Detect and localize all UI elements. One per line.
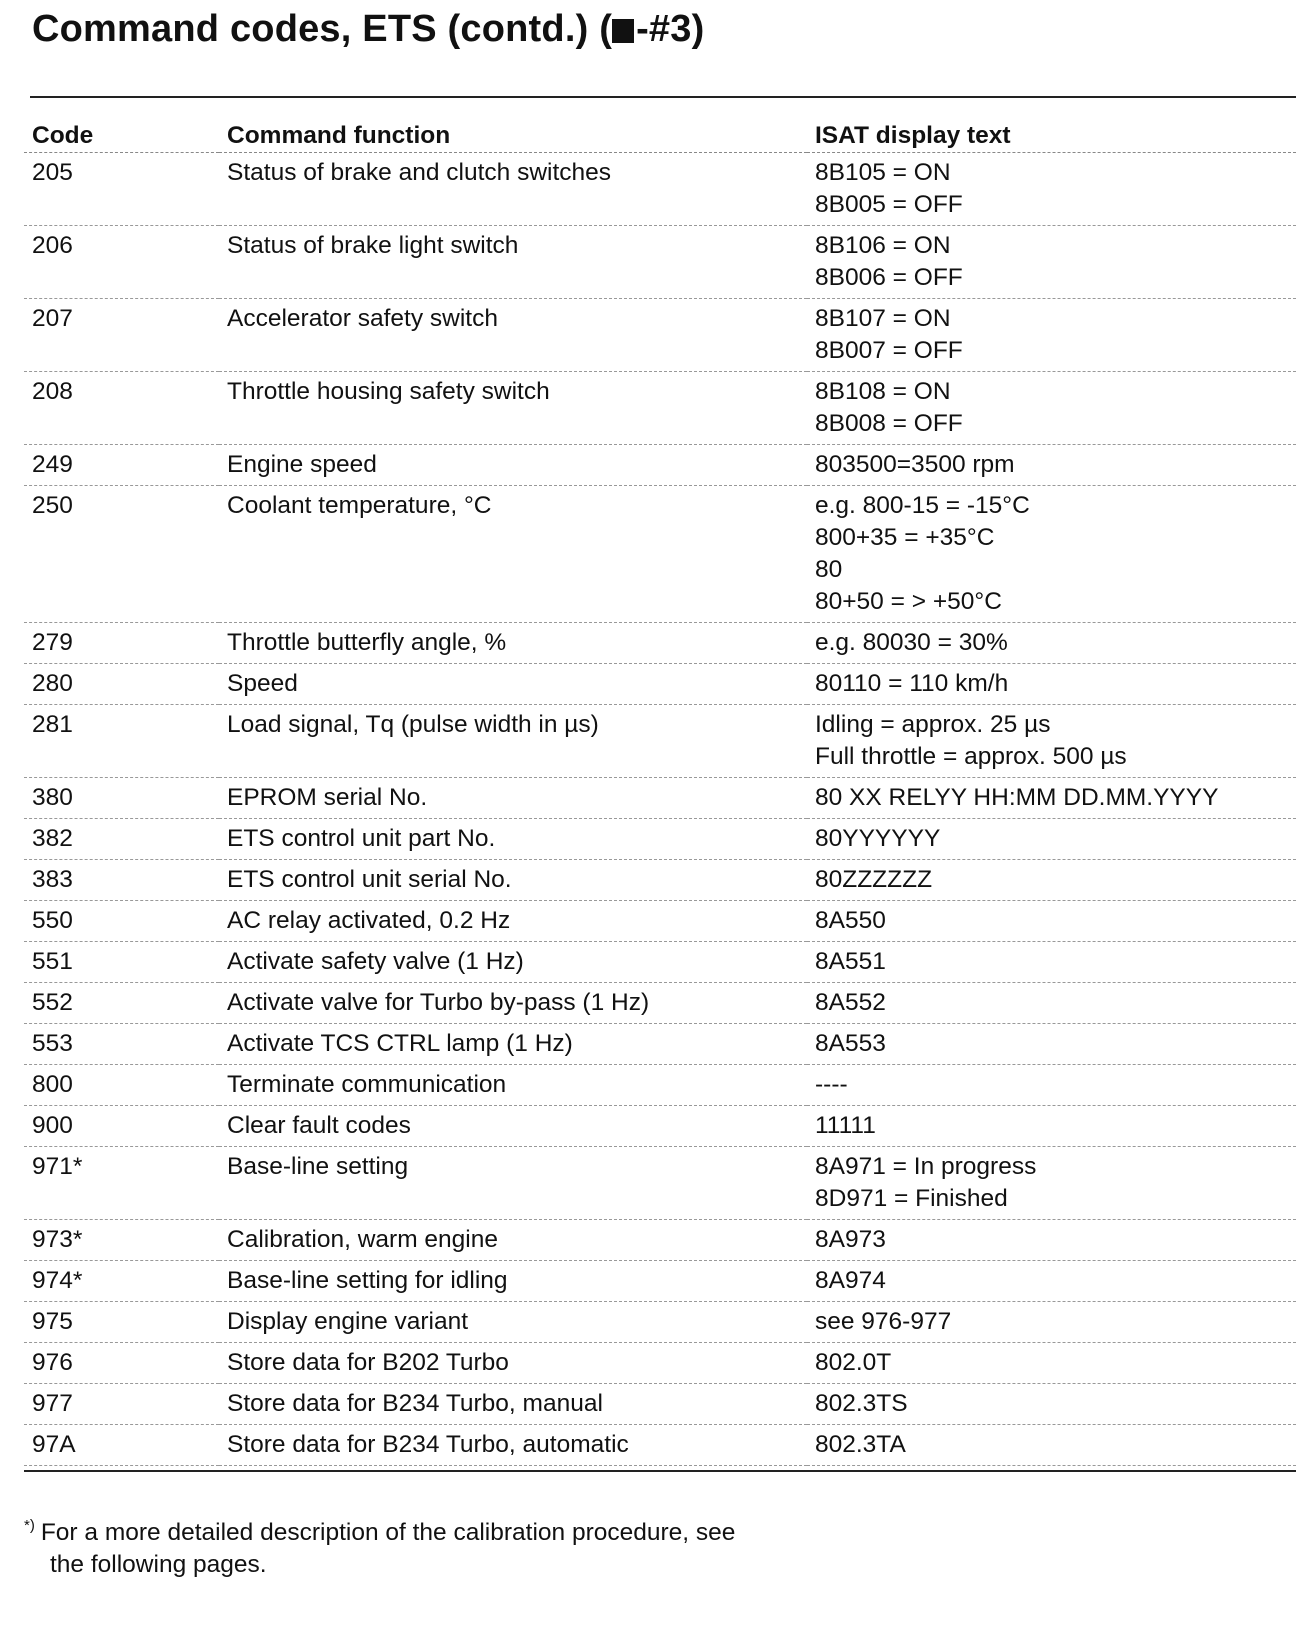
isat-cell: [807, 1384, 1296, 1425]
isat-line: 8A974: [815, 1267, 886, 1294]
isat-line: 8A551: [815, 948, 886, 975]
title-text: Command codes, ETS (contd.) (: [32, 8, 613, 50]
function-cell: AC relay activated, 0.2 Hz: [219, 901, 807, 942]
isat-cell: [807, 299, 1296, 372]
isat-line: 8B007 = OFF: [815, 337, 963, 364]
footnote-text: For a more detailed description of the calibration procedure, see the following pages.: [40, 1519, 736, 1578]
table-row: [24, 1147, 1296, 1220]
isat-cell: [807, 819, 1296, 860]
isat-line: 800+35 = +35°C: [815, 524, 995, 551]
function-cell: Status of brake and clutch switches: [219, 153, 807, 226]
table-row: [24, 860, 1296, 901]
footnote: [24, 1510, 770, 1581]
function-cell: Activate TCS CTRL lamp (1 Hz): [219, 1024, 807, 1065]
isat-cell: [807, 623, 1296, 664]
table-row: [24, 1425, 1296, 1466]
header-code: Code: [24, 108, 219, 153]
isat-cell: [807, 1302, 1296, 1343]
isat-cell: [807, 778, 1296, 819]
isat-line: 803500=3500 rpm: [815, 451, 1015, 478]
isat-cell: [807, 1065, 1296, 1106]
isat-cell: [807, 372, 1296, 445]
code-cell: 974*: [24, 1261, 219, 1302]
isat-line: 8B107 = ON: [815, 305, 951, 332]
function-cell: Clear fault codes: [219, 1106, 807, 1147]
table-row: [24, 1343, 1296, 1384]
function-cell: Display engine variant: [219, 1302, 807, 1343]
isat-line: 8D971 = Finished: [815, 1185, 1008, 1212]
code-cell: 800: [24, 1065, 219, 1106]
function-cell: Store data for B202 Turbo: [219, 1343, 807, 1384]
function-cell: Coolant temperature, °C: [219, 486, 807, 623]
isat-line: 8A973: [815, 1226, 886, 1253]
code-cell: 552: [24, 983, 219, 1024]
isat-line: Full throttle = approx. 500 µs: [815, 743, 1127, 770]
table-row: [24, 1024, 1296, 1065]
table-row: [24, 1384, 1296, 1425]
code-cell: 97A: [24, 1425, 219, 1466]
function-cell: Status of brake light switch: [219, 226, 807, 299]
footnote-marker: *): [24, 1517, 35, 1534]
isat-line: see 976-977: [815, 1308, 952, 1335]
table-row: [24, 778, 1296, 819]
function-cell: ETS control unit part No.: [219, 819, 807, 860]
isat-line: e.g. 80030 = 30%: [815, 629, 1008, 656]
isat-cell: [807, 1261, 1296, 1302]
table-row: [24, 1261, 1296, 1302]
function-cell: Calibration, warm engine: [219, 1220, 807, 1261]
isat-cell: [807, 1425, 1296, 1466]
code-cell: 207: [24, 299, 219, 372]
isat-line: 80+50 = > +50°C: [815, 588, 1002, 615]
isat-line: 8B105 = ON: [815, 159, 951, 186]
table-row: [24, 1065, 1296, 1106]
isat-cell: [807, 901, 1296, 942]
isat-line: 80: [815, 556, 843, 583]
code-cell: 205: [24, 153, 219, 226]
table-row: [24, 705, 1296, 778]
table-header-row: [24, 108, 1296, 153]
code-cell: 382: [24, 819, 219, 860]
page-title: [32, 8, 704, 51]
square-icon: [612, 19, 634, 43]
code-cell: 206: [24, 226, 219, 299]
table-row: [24, 153, 1296, 226]
isat-cell: [807, 445, 1296, 486]
isat-line: 8B106 = ON: [815, 232, 951, 259]
isat-line: 8A971 = In progress: [815, 1153, 1037, 1180]
isat-line: 80ZZZZZZ: [815, 866, 933, 893]
code-cell: 976: [24, 1343, 219, 1384]
isat-cell: [807, 1106, 1296, 1147]
function-cell: Speed: [219, 664, 807, 705]
code-cell: 281: [24, 705, 219, 778]
header-isat: ISAT display text: [807, 108, 1296, 153]
code-cell: 900: [24, 1106, 219, 1147]
isat-cell: [807, 860, 1296, 901]
isat-cell: [807, 1147, 1296, 1220]
table-row: [24, 819, 1296, 860]
isat-line: 80110 = 110 km/h: [815, 670, 1009, 697]
isat-cell: [807, 1343, 1296, 1384]
function-cell: Store data for B234 Turbo, manual: [219, 1384, 807, 1425]
isat-line: Idling = approx. 25 µs: [815, 711, 1051, 738]
isat-line: 802.3TA: [815, 1431, 906, 1458]
isat-line: 8B008 = OFF: [815, 410, 963, 437]
code-cell: 553: [24, 1024, 219, 1065]
function-cell: Throttle butterfly angle, %: [219, 623, 807, 664]
code-cell: 971*: [24, 1147, 219, 1220]
command-codes-table: [24, 108, 1296, 1466]
isat-line: 802.3TS: [815, 1390, 908, 1417]
function-cell: Store data for B234 Turbo, automatic: [219, 1425, 807, 1466]
isat-line: 11111: [815, 1112, 876, 1139]
table-row: [24, 623, 1296, 664]
code-cell: 975: [24, 1302, 219, 1343]
table-row: [24, 664, 1296, 705]
code-cell: 279: [24, 623, 219, 664]
code-cell: 280: [24, 664, 219, 705]
isat-cell: [807, 226, 1296, 299]
isat-line: 80 XX RELYY HH:MM DD.MM.YYYY: [815, 784, 1219, 811]
code-cell: 249: [24, 445, 219, 486]
isat-line: 8A553: [815, 1030, 886, 1057]
isat-line: 8B108 = ON: [815, 378, 951, 405]
function-cell: Activate valve for Turbo by-pass (1 Hz): [219, 983, 807, 1024]
isat-line: 8B006 = OFF: [815, 264, 963, 291]
isat-line: ----: [815, 1071, 848, 1098]
isat-line: 8A552: [815, 989, 886, 1016]
bottom-divider: [24, 1470, 1296, 1472]
table-row: [24, 226, 1296, 299]
title-suffix: -#3): [636, 8, 705, 50]
code-cell: 977: [24, 1384, 219, 1425]
function-cell: Throttle housing safety switch: [219, 372, 807, 445]
table-row: [24, 299, 1296, 372]
isat-line: 80YYYYYY: [815, 825, 941, 852]
table-row: [24, 1220, 1296, 1261]
isat-cell: [807, 942, 1296, 983]
isat-line: 802.0T: [815, 1349, 892, 1376]
function-cell: ETS control unit serial No.: [219, 860, 807, 901]
table-row: [24, 1106, 1296, 1147]
function-cell: Terminate communication: [219, 1065, 807, 1106]
table-row: [24, 372, 1296, 445]
isat-line: 8B005 = OFF: [815, 191, 963, 218]
function-cell: Base-line setting: [219, 1147, 807, 1220]
function-cell: Engine speed: [219, 445, 807, 486]
code-cell: 208: [24, 372, 219, 445]
table-row: [24, 486, 1296, 623]
isat-cell: [807, 1024, 1296, 1065]
function-cell: Base-line setting for idling: [219, 1261, 807, 1302]
isat-cell: [807, 983, 1296, 1024]
table-row: [24, 445, 1296, 486]
table-row: [24, 942, 1296, 983]
isat-cell: [807, 486, 1296, 623]
code-cell: 551: [24, 942, 219, 983]
header-function: Command function: [219, 108, 807, 153]
isat-cell: [807, 664, 1296, 705]
function-cell: EPROM serial No.: [219, 778, 807, 819]
table-row: [24, 983, 1296, 1024]
top-divider: [30, 96, 1296, 98]
isat-cell: [807, 705, 1296, 778]
isat-line: 8A550: [815, 907, 886, 934]
code-cell: 250: [24, 486, 219, 623]
code-cell: 973*: [24, 1220, 219, 1261]
function-cell: Activate safety valve (1 Hz): [219, 942, 807, 983]
function-cell: Load signal, Tq (pulse width in µs): [219, 705, 807, 778]
table-row: [24, 1302, 1296, 1343]
code-cell: 550: [24, 901, 219, 942]
isat-line: e.g. 800-15 = -15°C: [815, 492, 1030, 519]
code-cell: 383: [24, 860, 219, 901]
table-row: [24, 901, 1296, 942]
code-cell: 380: [24, 778, 219, 819]
function-cell: Accelerator safety switch: [219, 299, 807, 372]
isat-cell: [807, 153, 1296, 226]
isat-cell: [807, 1220, 1296, 1261]
